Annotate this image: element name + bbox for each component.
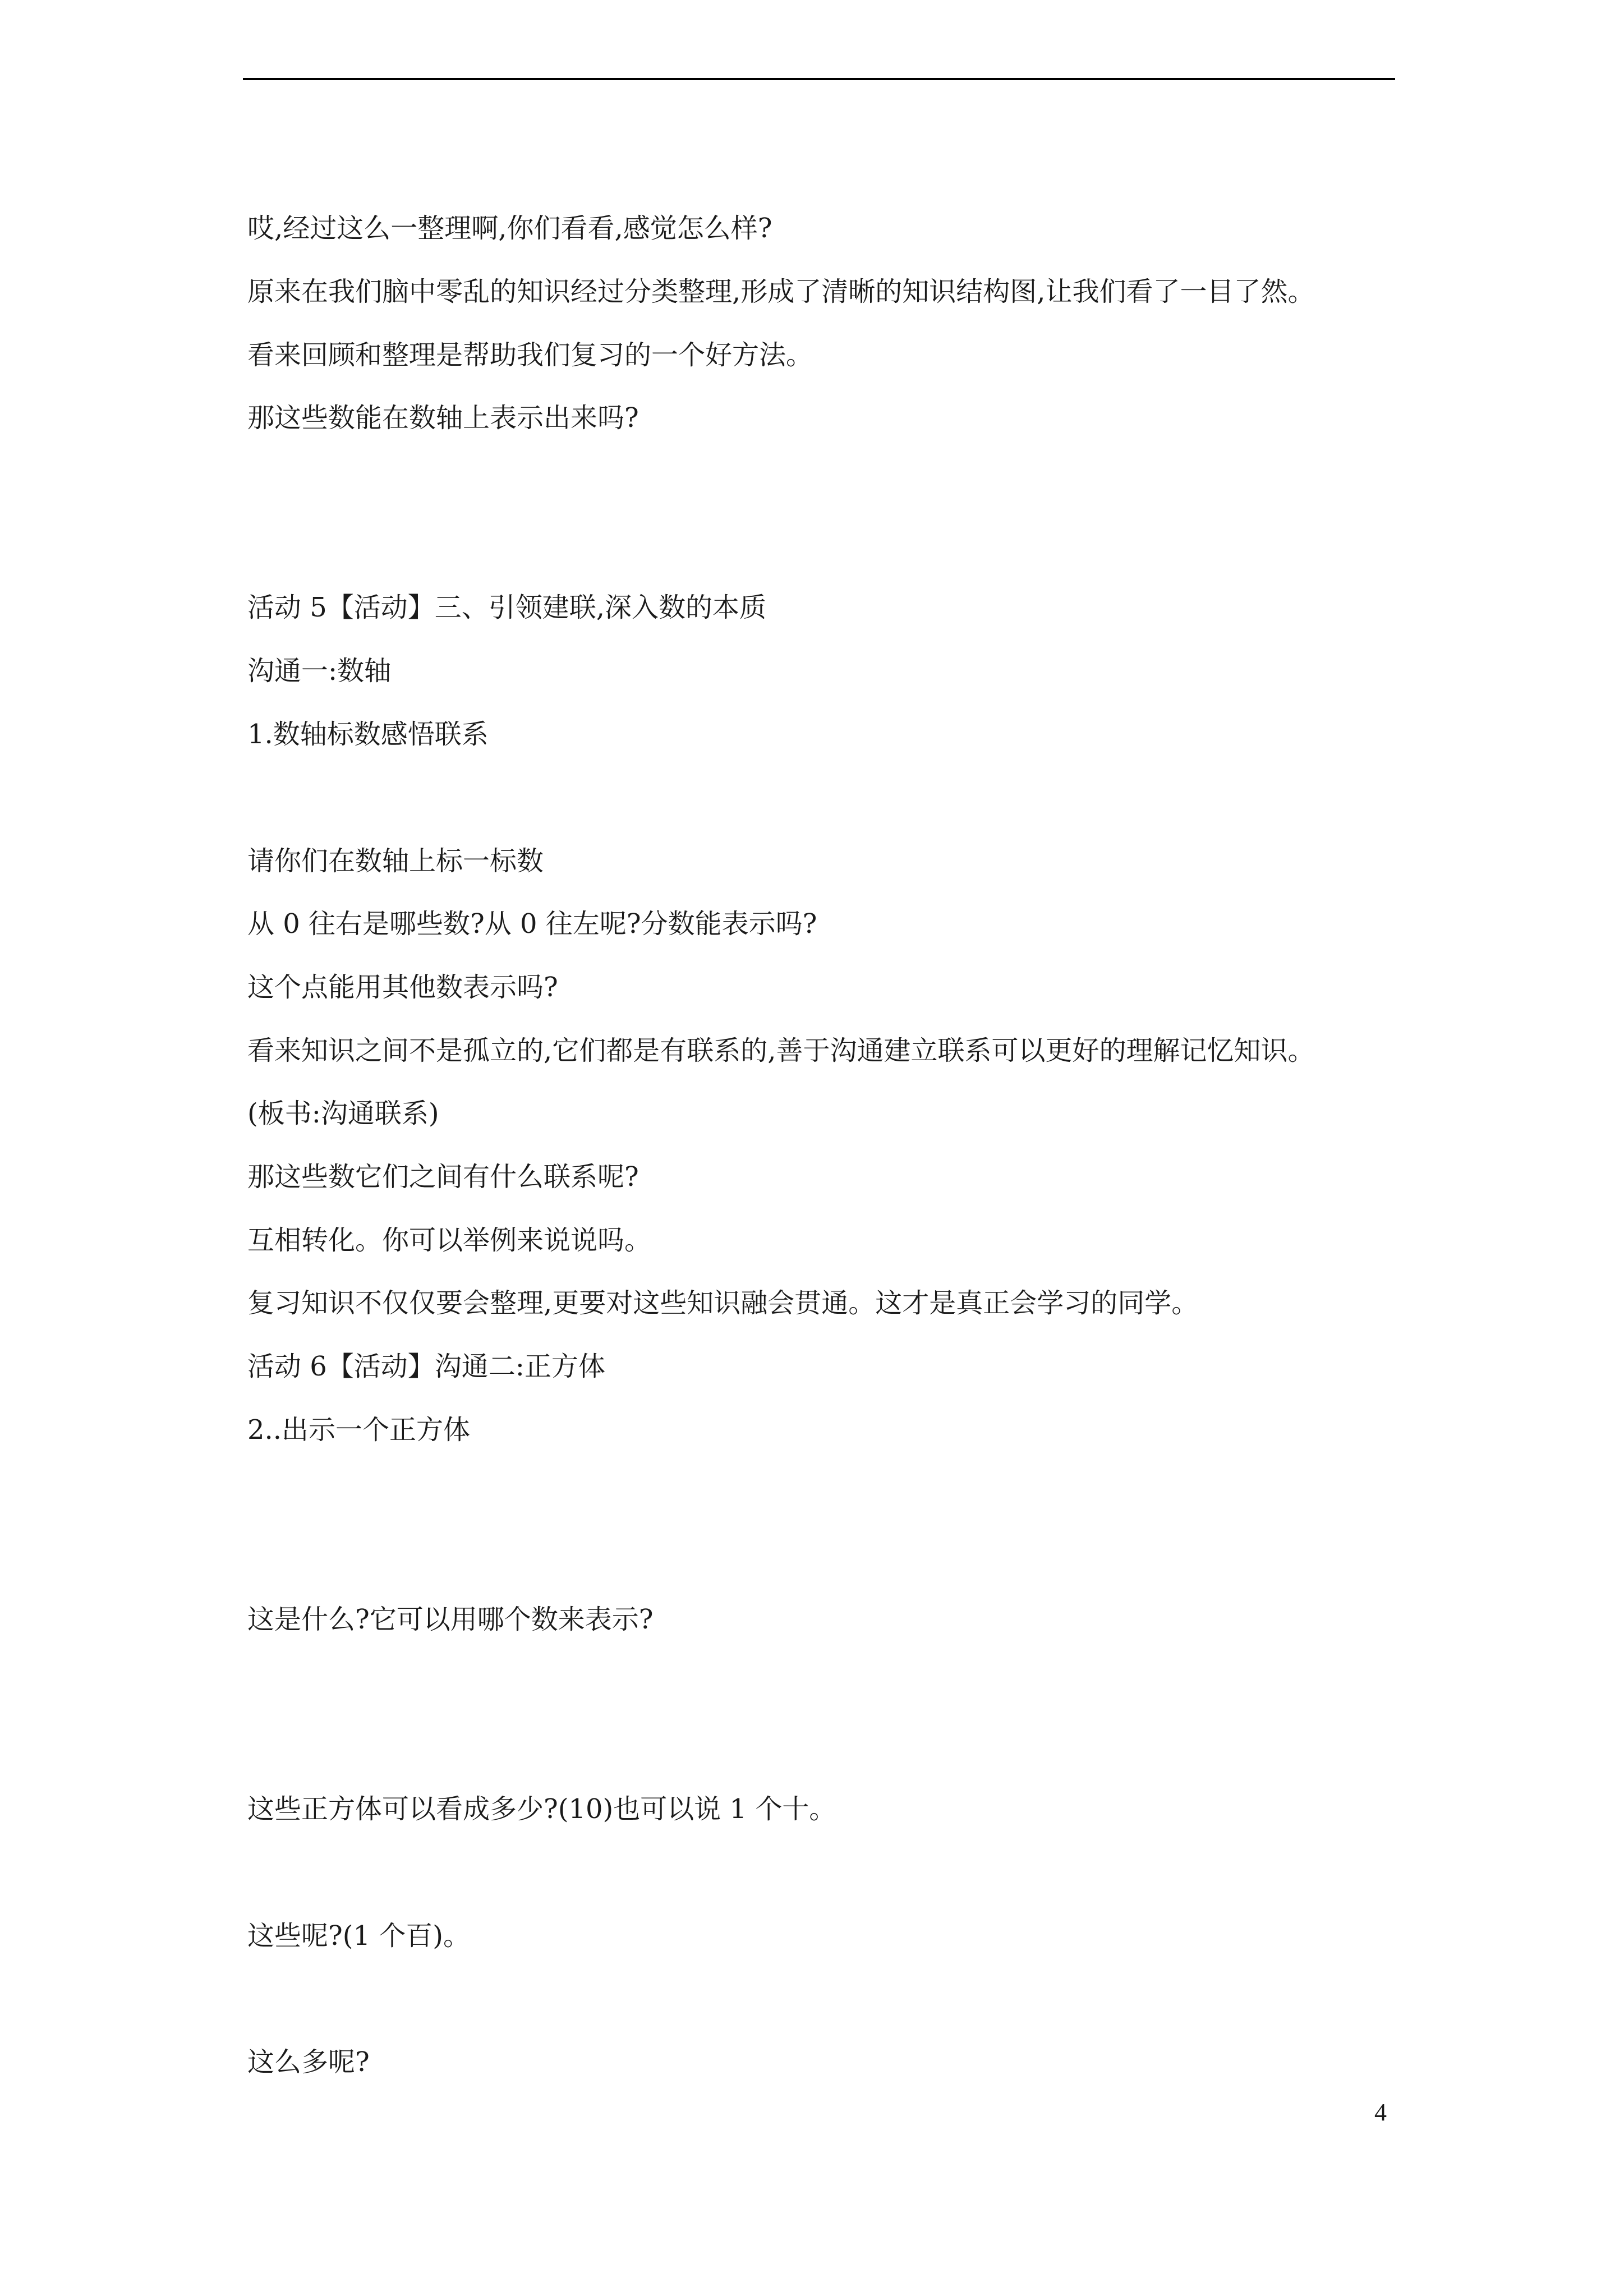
text-line: 原来在我们脑中零乱的知识经过分类整理,形成了清晰的知识结构图,让我们看了一目了然。 [247,276,1315,307]
section-heading: 2..出示一个正方体 [247,1414,471,1446]
section-heading: 沟通一:数轴 [247,655,392,687]
header-rule [243,78,1395,80]
text-line: 看来知识之间不是孤立的,它们都是有联系的,善于沟通建立联系可以更好的理解记忆知识。 [247,1035,1315,1066]
text-line: 请你们在数轴上标一标数 [247,845,544,877]
text-line: 这么多呢? [247,2046,370,2078]
text-line: 这些正方体可以看成多少?(10)也可以说 1 个十。 [247,1793,836,1825]
text-line: 从 0 往右是哪些数?从 0 往左呢?分数能表示吗? [247,908,817,940]
text-line: (板书:沟通联系) [247,1098,439,1129]
text-line: 复习知识不仅仅要会整理,更要对这些知识融会贯通。这才是真正会学习的同学。 [247,1287,1199,1319]
text-line: 那这些数它们之间有什么联系呢? [247,1161,639,1193]
activity-heading: 活动 6【活动】沟通二:正方体 [247,1351,605,1382]
text-line: 这是什么?它可以用哪个数来表示? [247,1604,654,1635]
activity-heading: 活动 5【活动】三、引领建联,深入数的本质 [247,592,767,623]
text-line: 这些呢?(1 个百)。 [247,1920,470,1952]
section-heading: 1.数轴标数感悟联系 [247,719,489,750]
text-line: 那这些数能在数轴上表示出来吗? [247,402,639,434]
text-line: 看来回顾和整理是帮助我们复习的一个好方法。 [247,339,813,371]
page-number: 4 [1374,2099,1387,2126]
text-line: 哎,经过这么一整理啊,你们看看,感觉怎么样? [247,213,772,244]
text-line: 互相转化。你可以举例来说说吗。 [247,1225,652,1256]
text-line: 这个点能用其他数表示吗? [247,972,558,1003]
